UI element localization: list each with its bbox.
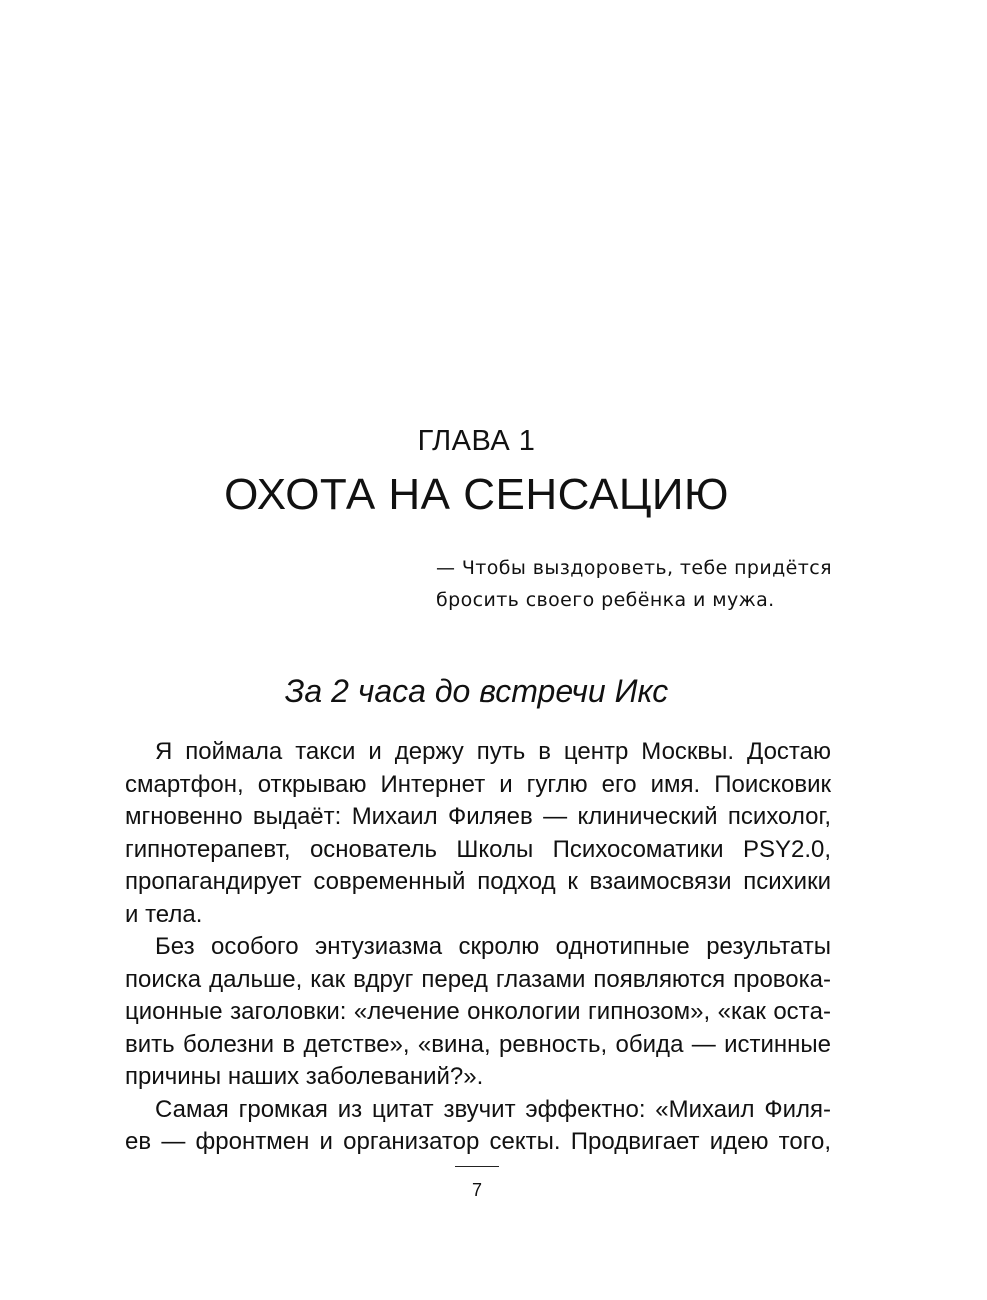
paragraph	[125, 1094, 831, 1159]
epigraph	[436, 552, 876, 616]
section-heading: За 2 часа до встречи Икс	[284, 673, 669, 709]
text-line: Я поймала такси и держу путь в центр Москвы. Достаю	[155, 738, 831, 765]
footer-rule	[455, 1166, 499, 1167]
chapter-label: ГЛАВА 1	[417, 425, 536, 457]
text-line: пропагандирует современный подход к взаимосвязи психики	[125, 868, 831, 895]
text-line: Без особого энтузиазма скролю однотипные результаты	[155, 933, 831, 960]
paragraph	[125, 931, 831, 1094]
text-line: вить болезни в детстве», «вина, ревность, обида — истинные	[125, 1030, 831, 1058]
text-line: ев — фронтмен и организатор секты. Продвигает идею того,	[125, 1128, 831, 1155]
body-text	[125, 736, 831, 1159]
paragraph	[125, 736, 831, 931]
text-line: поиска дальше, как вдруг перед глазами появляются провока-	[125, 965, 831, 993]
text-line: гипнотерапевт, основатель Школы Психосоматики PSY2.0,	[125, 835, 831, 863]
epigraph-line: — Чтобы выздороветь, тебе придётся	[436, 557, 832, 579]
text-line: смартфон, открываю Интернет и гуглю его имя. Поисковик	[125, 770, 831, 798]
text-line: причины наших заболеваний?».	[125, 1063, 484, 1090]
text-line: мгновенно выдаёт: Михаил Филяев — клинический психолог,	[125, 803, 831, 830]
text-line: ционные заголовки: «лечение онкологии гипнозом», «как остa-	[125, 998, 831, 1025]
chapter-title: ОХОТА НА СЕНСАЦИЮ	[224, 470, 729, 519]
text-line: Самая громкая из цитат звучит эффектно: «Михаил Филя-	[155, 1095, 831, 1123]
epigraph-line: бросить своего ребёнка и мужа.	[436, 589, 775, 611]
page-number: 7	[471, 1180, 482, 1200]
text-line: и тела.	[125, 900, 203, 928]
